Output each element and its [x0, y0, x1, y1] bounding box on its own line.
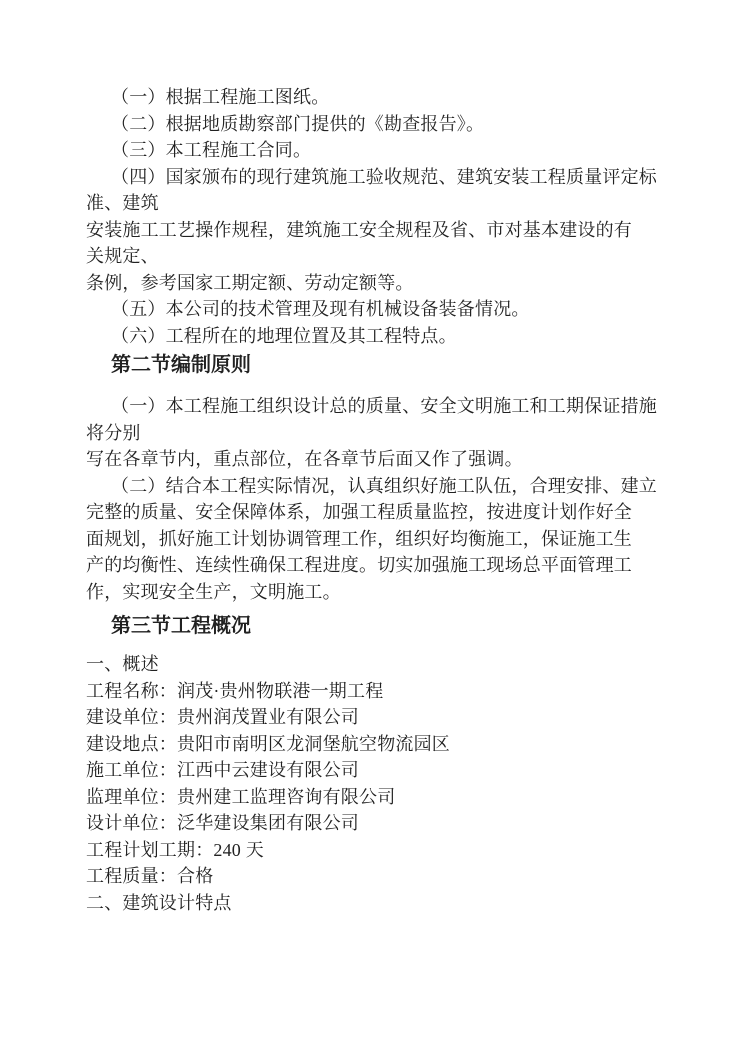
text-line: （一）本工程施工组织设计总的质量、安全文明施工和工期保证措施	[111, 396, 657, 416]
text-line: 二、建筑设计特点	[86, 892, 232, 913]
text-line: （六）工程所在的地理位置及其工程特点。	[111, 325, 457, 346]
text-line: （三）本工程施工合同。	[111, 140, 312, 160]
paragraph-overview	[86, 651, 666, 916]
heading-section-3: 第三节工程概况	[111, 615, 251, 637]
text-line: 建设单位：贵州润茂置业有限公司	[86, 707, 359, 727]
text-line: 准、建筑	[86, 193, 159, 213]
text-line: 一、概述	[86, 654, 159, 674]
text-line: 产的均衡性、连续性确保工程进度。切实加强施工现场总平面管理工	[86, 555, 632, 575]
text-line: （二）根据地质勘察部门提供的《勘查报告》。	[111, 113, 485, 134]
text-line: 监理单位：贵州建工监理咨询有限公司	[86, 786, 396, 807]
text-line: 作，实现安全生产，文明施工。	[86, 581, 341, 602]
text-line: 工程名称：润茂·贵州物联港一期工程	[86, 680, 384, 701]
text-line: （五）本公司的技术管理及现有机械设备装备情况。	[111, 299, 530, 319]
paragraph-principles	[86, 393, 666, 605]
text-line: 条例，参考国家工期定额、劳动定额等。	[86, 272, 414, 293]
text-line: 面规划，抓好施工计划协调管理工作，组织好均衡施工，保证施工生	[86, 528, 632, 549]
text-line: 完整的质量、安全保障体系，加强工程质量监控，按进度计划作好全	[86, 502, 632, 522]
text-line: 设计单位：泛华建设集团有限公司	[86, 813, 359, 833]
text-line: 写在各章节内，重点部位，在各章节后面又作了强调。	[86, 449, 523, 469]
text-line: 工程质量：合格	[86, 866, 214, 886]
text-line: （二）结合本工程实际情况，认真组织好施工队伍，合理安排、建立	[111, 475, 657, 496]
text-line: 关规定、	[86, 246, 159, 266]
heading-section-2: 第二节编制原则	[111, 354, 251, 376]
text-line: （一）根据工程施工图纸。	[111, 87, 330, 107]
text-line: 施工单位：江西中云建设有限公司	[86, 760, 359, 780]
paragraph-basis	[86, 84, 666, 349]
text-line: 建设地点：贵阳市南明区龙洞堡航空物流园区	[86, 733, 450, 754]
text-line: （四）国家颁布的现行建筑施工验收规范、建筑安装工程质量评定标	[111, 166, 657, 187]
text-line: 安装施工工艺操作规程，建筑施工安全规程及省、市对基本建设的有	[86, 219, 632, 240]
text-line: 将分别	[86, 422, 141, 443]
text-line: 工程计划工期：240 天	[86, 839, 264, 860]
